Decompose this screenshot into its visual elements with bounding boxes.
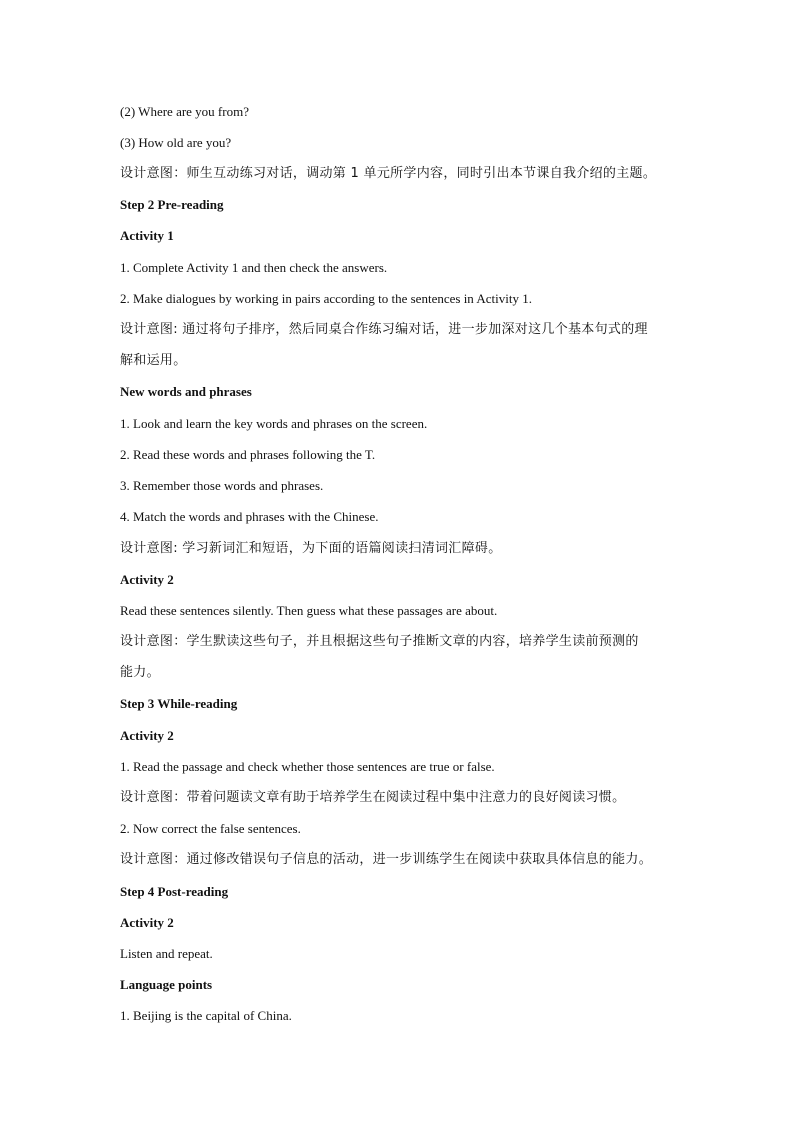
section-heading: Language points bbox=[120, 977, 213, 992]
question-line: (2) Where are you from? bbox=[120, 104, 249, 119]
instruction-line: 1. Look and learn the key words and phrases on the screen. bbox=[120, 416, 428, 431]
example-sentence: 1. Beijing is the capital of China. bbox=[120, 1008, 292, 1023]
instruction-line: 3. Remember those words and phrases. bbox=[120, 478, 324, 493]
instruction-line: 2. Make dialogues by working in pairs according to the sentences in Activity 1. bbox=[120, 291, 532, 306]
design-intent-text: 设计意图：带着问题读文章有助于培养学生在阅读过程中集中注意力的良好阅读习惯。 bbox=[120, 790, 626, 805]
design-intent-text: 设计意图: 学习新词汇和短语，为下面的语篇阅读扫清词汇障碍。 bbox=[120, 541, 502, 556]
instruction-line: 2. Now correct the false sentences. bbox=[120, 821, 301, 836]
instruction-line: 1. Complete Activity 1 and then check the answers. bbox=[120, 260, 388, 275]
step-heading: Step 3 While-reading bbox=[120, 696, 238, 711]
instruction-line: 2. Read these words and phrases following the T. bbox=[120, 447, 376, 462]
design-intent-text: 设计意图：学生默读这些句子，并且根据这些句子推断文章的内容，培养学生读前预测的 bbox=[120, 634, 639, 649]
activity-heading: Activity 2 bbox=[120, 728, 174, 743]
instruction-line: 4. Match the words and phrases with the Chinese. bbox=[120, 509, 379, 524]
design-intent-text: 设计意图：师生互动练习对话，调动第 1 单元所学内容，同时引出本节课自我介绍的主题。 bbox=[120, 166, 657, 181]
design-intent-text: 设计意图: 通过将句子排序，然后同桌合作练习编对话，进一步加深对这几个基本句式的理 bbox=[120, 322, 648, 337]
instruction-line: 1. Read the passage and check whether those sentences are true or false. bbox=[120, 759, 495, 774]
section-heading: New words and phrases bbox=[120, 384, 252, 399]
activity-heading: Activity 1 bbox=[120, 228, 174, 243]
instruction-line: Read these sentences silently. Then guess what these passages are about. bbox=[120, 603, 498, 618]
design-intent-text: 能力。 bbox=[120, 665, 160, 680]
design-intent-text: 设计意图：通过修改错误句子信息的活动，进一步训练学生在阅读中获取具体信息的能力。 bbox=[120, 852, 653, 867]
activity-heading: Activity 2 bbox=[120, 915, 174, 930]
instruction-line: Listen and repeat. bbox=[120, 946, 213, 961]
step-heading: Step 2 Pre-reading bbox=[120, 197, 224, 212]
step-heading: Step 4 Post-reading bbox=[120, 884, 229, 899]
activity-heading: Activity 2 bbox=[120, 572, 174, 587]
question-line: (3) How old are you? bbox=[120, 135, 232, 150]
design-intent-text: 解和运用。 bbox=[120, 353, 187, 368]
